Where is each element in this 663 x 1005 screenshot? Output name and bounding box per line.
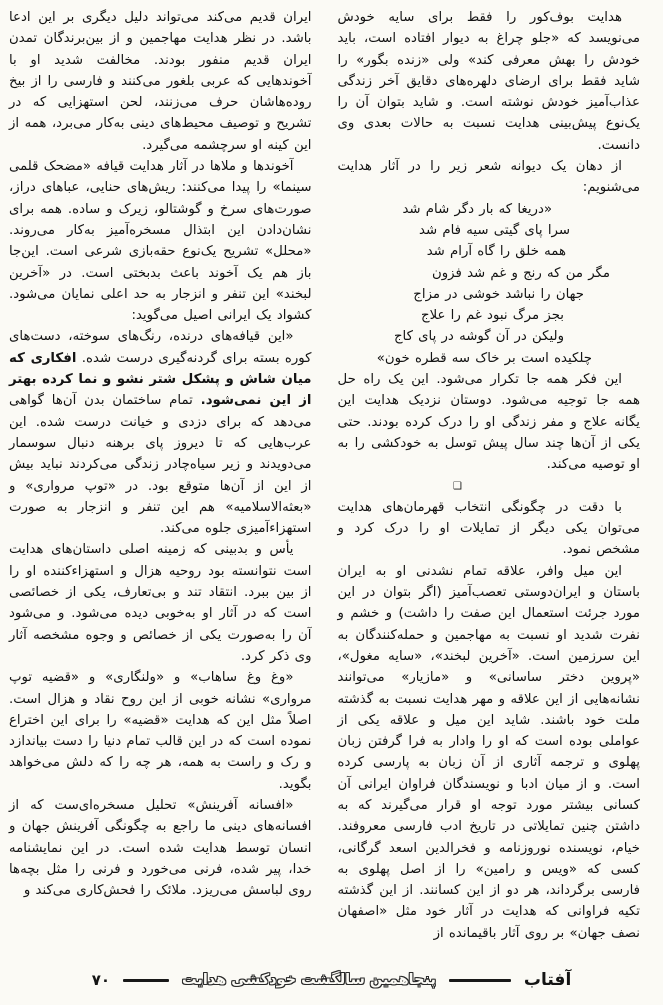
poem — [338, 199, 641, 369]
body-text: «این قیافه‌های درنده، رنگ‌های سوخته، دست‌های کوره بسته برای گردنه‌گیری درست شده. — [9, 329, 312, 366]
verse-line: جهان را نباشد خوشی در مزاج — [413, 286, 584, 302]
paragraph — [338, 561, 641, 944]
paragraph — [9, 795, 312, 901]
page-footer — [0, 967, 663, 993]
body-text: یأس و بدبینی که زمینه اصلی داستان‌های هدایت است نتوانسته بود روحیه هزال و استهزاءکننده او را از بین ببرد. انتقاد تند و بی‌تعارف، یکی از خصائصی است که در آثار او به‌خوبی دیده می‌شود. و می‌شود آن را به‌صورت یکی از خصائص و وجوه مشخصه آثار وی ذکر کرد. — [9, 542, 312, 664]
verse-line: همه خلق را گاه آرام شد — [426, 244, 566, 260]
body-text: هدایت بوف‌کور را فقط برای سایه خودش می‌نویسد که «جلو چراغ به دیوار افتاده است، باید خودش را بهش معرفی کند» ولی «زنده بگور» را شاید فقط برای ارضای دلهره‌های دقایق آخر زندگی عذاب‌آمیز خودش نوشته است. و شاید بتوان آن را یک‌نوع پیش‌بینی هدایت نسبت به حالات بعدی وی دانست. — [337, 10, 640, 153]
body-text: این میل وافر، علاقه تمام نشدنی او به ایران باستان و ایران‌دوستی تعصب‌آمیز (اگر بتوان در این مورد جرئت استعمال این صفت را داشت) و خشم و نفرت شدید او نسبت به مهاجمین و حمله‌کنندگان به این سرزمین است. «آخرین لبخند»، «سایه مغول»، «پروین دختر ساسانی» و «مازیار» می‌توانند نشانه‌هایی از این علاقه و مهر هدایت نسبت به گذشته ملت خود باشند. شاید این میل و علاقه یکی از عواملی بوده است که او را وادار به فرا گرفتن زبان پهلوی و ترجمه آثاری از آن زبان به پارسی کرده است. و از میان ادبا و نویسندگان فراوان ایرانی آن کسانی بیشتر مورد توجه او قرار می‌گیرند که به داشتن چنین تمایلاتی در تاریخ ادب فارسی معروفند. خیام، نویسنده نوروزنامه و فخرالدین اسعد گرگانی، کسی که «ویس و رامین» را از اصل پهلوی به فارسی برگرداند، هر دو از این کسانند. از این گذشته تکیه فراوانی که هدایت در آثار خود مثل «اصفهان نصف جهان» بر روی آثار باقیمانده از — [337, 563, 640, 941]
body-text: ایران قدیم می‌کند می‌تواند دلیل دیگری بر این ادعا باشد. در نظر هدایت مهاجمین و از بین‌برندگان تمدن ایران قدیم منفور بودند. مخالفت شدید او با آخوندهایی که عربی بلغور می‌کنند و فارسی را از بیخ روده‌هاشان حرف می‌زنند، لحن استهزایی که در تشریح و توصیف محیط‌های دینی به‌کار می‌برد، همه از این کینه او سرچشمه می‌گیرد. — [9, 10, 312, 153]
footer-rule — [449, 979, 511, 982]
article-title: پنجاهمین سالگشت خودکشی هدایت — [182, 972, 436, 988]
paragraph — [9, 539, 312, 667]
bold-text: افکاری که میان شاش و پشکل شتر نشو و نما کرده بهتر از این نمی‌شود. — [9, 350, 312, 409]
page-number: ۷۰ — [91, 971, 111, 989]
paragraph — [9, 667, 312, 795]
paragraph — [338, 369, 641, 475]
text-columns — [9, 7, 640, 944]
paragraph — [338, 497, 641, 561]
verse-line: مگر من که رنج و غم شد فزون — [431, 265, 610, 281]
verse-line: «دریغا که بار دگر شام شد — [402, 201, 552, 217]
verse-line: ولیکن در آن گوشه در پای کاج — [393, 329, 564, 345]
paragraph — [338, 156, 641, 199]
paragraph — [9, 326, 312, 539]
verse-line: بجز مرگ نبود غم را علاج — [421, 308, 564, 324]
column-left — [9, 7, 312, 944]
footer-rule — [123, 979, 169, 982]
paragraph — [9, 7, 312, 156]
verse-line: سرا پای گیتی سیه فام شد — [419, 222, 570, 238]
column-right — [338, 7, 641, 944]
body-text: تمام ساختمان بدن آن‌ها گواهی می‌دهد که برای دزدی و خیانت درست شده. این عرب‌هایی که تا دیروز پای برهنه دنبال سوسمار می‌دویدند و زیر سیاه‌چادر زندگی می‌کردند نباید بیش از این از آن‌ها متوقع بود. در «توپ مرواری» و «بعثه‌الاسلامیه» هم این تنفر و انزجار به صورت استهزاءآمیزی جلوه می‌کند. — [9, 393, 312, 537]
body-text: این فکر همه جا تکرار می‌شود. این یک راه حل همه جا توجیه می‌شود. دوستان نزدیک هدایت این یگانه علاج و مفر زندگی او را درک کرده بودند. حتی یکی از آن‌ها چند سال پیش توسل به خودکشی را به او توصیه می‌کند. — [337, 372, 640, 473]
body-text: «وغ وغ ساهاب» و «ولنگاری» و «قضیه توپ مرواری» نشانه خوبی از این روح نقاد و هزال است. اصلاً مثل این که هدایت «قضیه» را برای این اختراع نموده است که در این قالب تمام دنیا را دست بیاندازد و رک و راست به همه، هر چه را که دلش می‌خواهد بگوید. — [9, 670, 312, 792]
verse-line: چلکیده است بر خاک سه قطره خون» — [376, 350, 592, 366]
body-text: با دقت در چگونگی انتخاب قهرمان‌های هدایت می‌توان یکی دیگر از تمایلات او را درک کرد و مشخص نمود. — [337, 499, 640, 558]
body-text: «افسانه آفرینش» تحلیل مسخره‌ای‌ست که از افسانه‌های دینی ما راجع به چگونگی آفرینش جهان و انسان توسط هدایت شده است. در این نمایشنامه خدا، پیر شده، فرنی می‌خورد و فرنی را مثل بچه‌ها روی لباسش می‌ریزد. ملائک را فحش‌کاری می‌کند و — [9, 797, 312, 899]
body-text: آخوندها و ملاها در آثار هدایت قیافه «مضحک قلمی سینما» را پیدا می‌کنند: ریش‌های حنایی، عباهای دراز، صورت‌های سرخ و گوشتالو، زیرک و ساده. همه برای نشان‌دادن این ابتذال مسخره‌آمیز به‌کار می‌روند. «محلل» تشریح یک‌نوع حقه‌بازی شرعی است. این‌جا باز هم یک آخوند باعث بدبختی است. در «آخرین لبخند» این تنفر و انزجار به حد اعلی نمایان می‌شود. کشواد یک ایرانی اصیل می‌گوید: — [9, 159, 312, 324]
magazine-name: آفتاب — [523, 970, 572, 990]
body-text: از دهان یک دیوانه شعر زیر را در آثار هدایت می‌شنویم: — [337, 159, 640, 196]
section-divider: ❑ — [453, 480, 462, 492]
paragraph — [338, 7, 641, 156]
paragraph — [9, 156, 312, 326]
